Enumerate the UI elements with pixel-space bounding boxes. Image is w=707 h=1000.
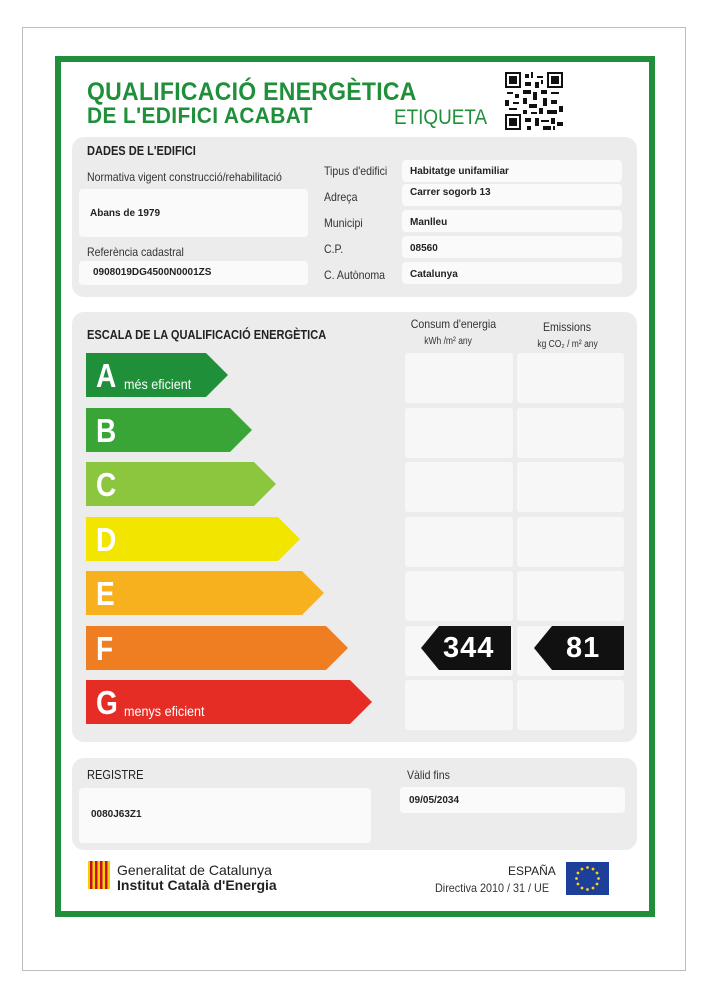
municipi-value: Manlleu [410, 217, 448, 228]
generalitat-name: Generalitat de Catalunya [117, 862, 272, 878]
emissions-cell [517, 680, 624, 730]
normativa-value: Abans de 1979 [90, 208, 161, 219]
eu-star [586, 888, 589, 891]
energy-class-e [86, 571, 324, 615]
eu-star [581, 887, 584, 890]
consum-cell [405, 408, 513, 458]
registre-label: REGISTRE [87, 767, 144, 782]
energy-class-arrow-shape [86, 571, 324, 615]
valid-value: 09/05/2034 [409, 795, 460, 806]
adreca-label: Adreça [324, 190, 358, 204]
title-line2: DE L'EDIFICI ACABAT [87, 103, 313, 128]
label-type: ETIQUETA [394, 106, 488, 129]
energy-class-letter: G [96, 684, 118, 721]
energy-class-g [86, 680, 372, 724]
directive-label: Directiva 2010 / 31 / UE [435, 881, 550, 895]
referencia-value: 0908019DG4500N0001ZS [93, 267, 212, 278]
valid-label: Vàlid fins [407, 768, 450, 782]
energy-class-d [86, 517, 300, 561]
cp-label: C.P. [324, 242, 344, 256]
eu-star [577, 883, 580, 886]
autonoma-label: C. Autònoma [324, 268, 386, 282]
eu-star [577, 872, 580, 875]
energy-class-letter: B [96, 412, 117, 449]
referencia-label: Referència cadastral [87, 245, 184, 259]
eu-star [581, 868, 584, 871]
consum-cell [405, 571, 513, 621]
emissions-rating-marker [534, 626, 624, 670]
consum-value: 344 [443, 632, 495, 664]
emissions-cell [517, 353, 624, 403]
energy-class-letter: E [96, 575, 115, 612]
qr-code-icon [505, 72, 563, 130]
emissions-header: Emissions [542, 320, 592, 334]
consum-cell [405, 462, 513, 512]
building-section-title: DADES DE L'EDIFICI [87, 143, 196, 158]
energy-class-arrow-shape [86, 626, 348, 670]
tipus-label: Tipus d'edifici [324, 164, 388, 178]
municipi-label: Municipi [324, 216, 363, 230]
autonoma-value: Catalunya [410, 269, 458, 280]
eu-flag-icon [566, 862, 609, 895]
consum-rating-marker [421, 626, 511, 670]
energy-class-note: menys eficient [124, 703, 205, 719]
normativa-label: Normativa vigent construcció/rehabilitació [87, 170, 282, 184]
energy-class-letter: F [96, 630, 114, 667]
consum-cell [405, 680, 513, 730]
eu-star [586, 866, 589, 869]
energy-class-arrow-shape [86, 517, 300, 561]
energy-class-letter: A [96, 357, 117, 394]
eu-star [592, 868, 595, 871]
energy-class-note: més eficient [124, 376, 192, 392]
eu-star [596, 872, 599, 875]
catalan-flag-icon [88, 861, 110, 889]
energy-class-b [86, 408, 252, 452]
registre-value: 0080J63Z1 [91, 809, 142, 820]
energy-class-a [86, 353, 228, 397]
adreca-value: Carrer sogorb 13 [410, 187, 491, 198]
emissions-value: 81 [566, 632, 601, 664]
energy-class-c [86, 462, 276, 506]
emissions-unit: kg CO₂ / m² any [537, 339, 598, 350]
country-label: ESPAÑA [508, 864, 556, 878]
consum-cell [405, 353, 513, 403]
eu-star [596, 883, 599, 886]
eu-star [592, 887, 595, 890]
emissions-cell [517, 517, 624, 567]
emissions-cell [517, 408, 624, 458]
eu-star [575, 877, 578, 880]
emissions-cell [517, 571, 624, 621]
energy-class-letter: D [96, 521, 117, 558]
consum-unit: kWh /m² any [424, 336, 472, 347]
institut-name: Institut Català d'Energia [117, 877, 277, 893]
cp-value: 08560 [410, 243, 438, 254]
eu-star [597, 877, 600, 880]
emissions-cell [517, 462, 624, 512]
energy-class-f [86, 626, 348, 670]
consum-header: Consum d'energia [410, 317, 497, 331]
tipus-value: Habitatge unifamiliar [410, 166, 509, 177]
title-line1: QUALIFICACIÓ ENERGÈTICA [87, 78, 417, 106]
energy-class-letter: C [96, 466, 117, 503]
scale-section-title: ESCALA DE LA QUALIFICACIÓ ENERGÈTICA [87, 327, 327, 342]
consum-cell [405, 517, 513, 567]
